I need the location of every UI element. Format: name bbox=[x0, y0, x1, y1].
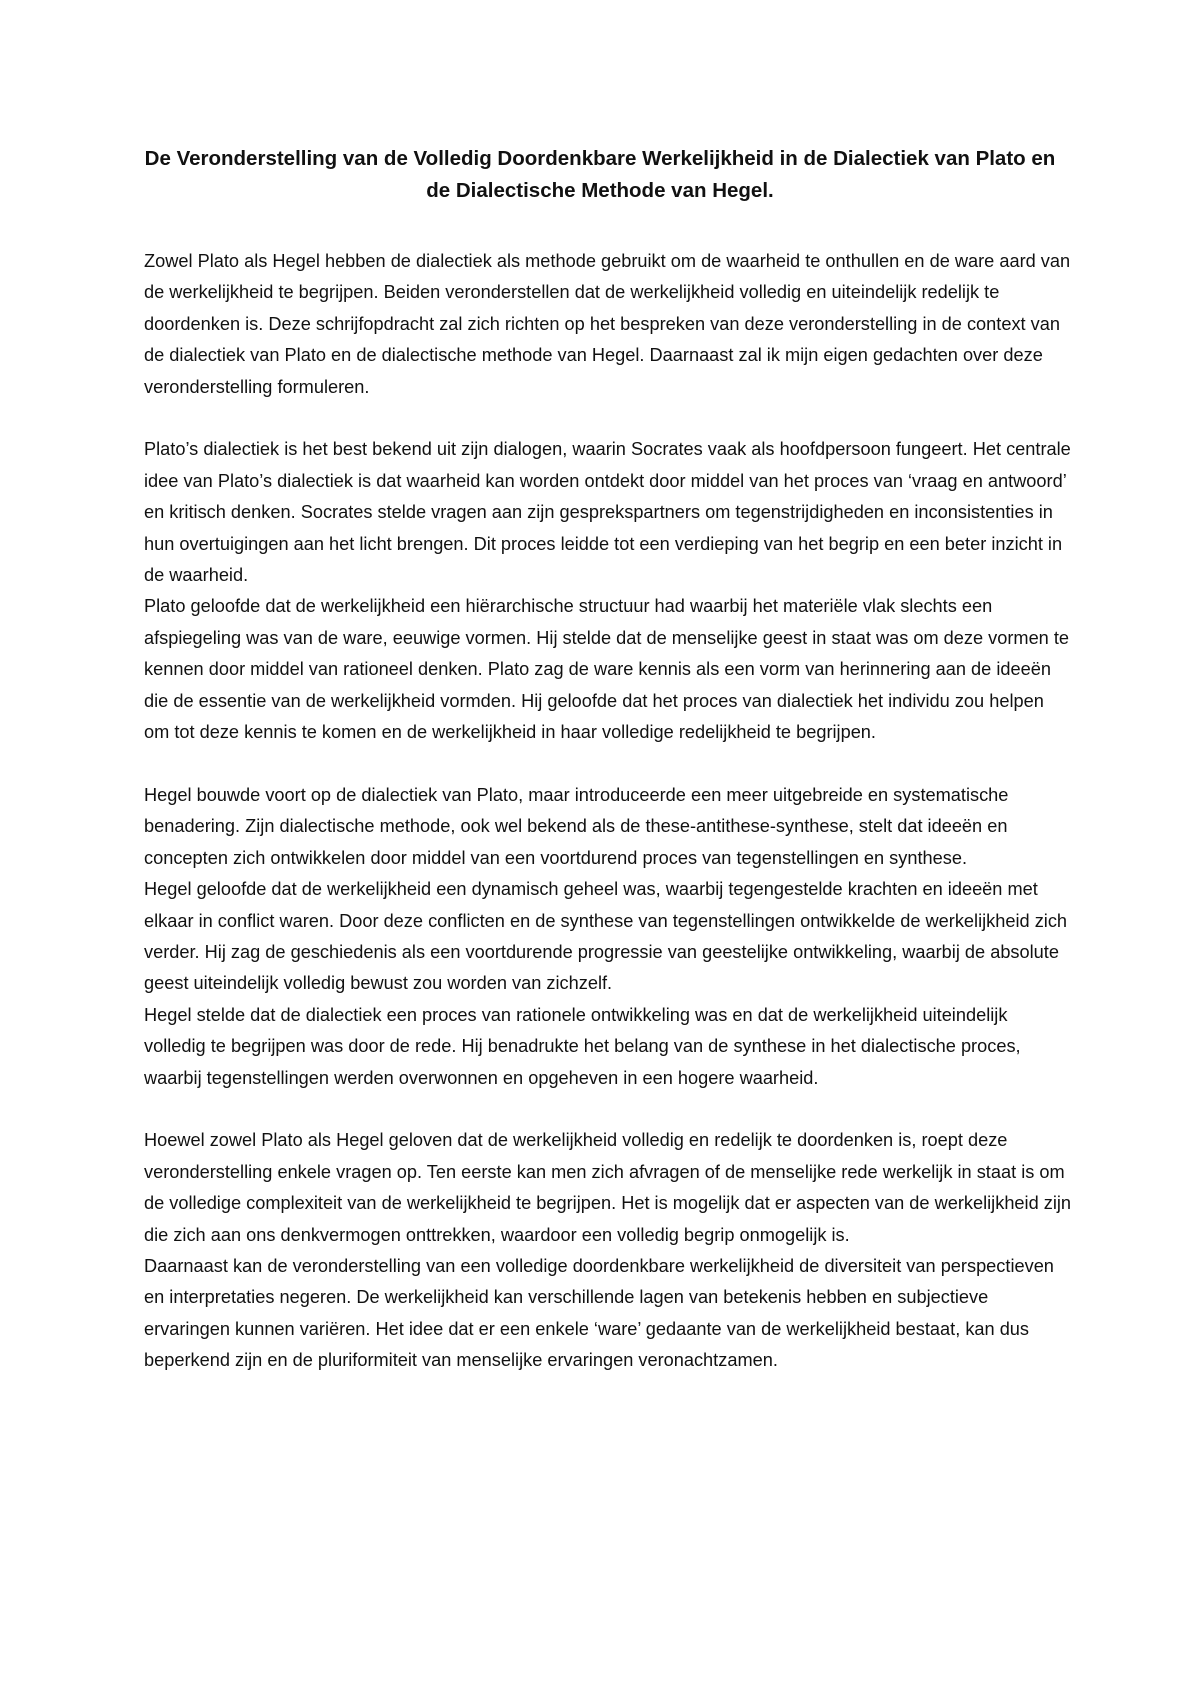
document-title: De Veronderstelling van de Volledig Doordenkbare Werkelijkheid in de Dialectiek van Plato en de Dialectische Methode van Hegel. bbox=[144, 147, 1056, 202]
paragraph-intro: Zowel Plato als Hegel hebben de dialectiek als methode gebruikt om de waarheid te onthullen en de ware aard van de werkelijkheid te begrijpen. Beiden veronderstellen dat de werkelijkheid volledig en uiteindelijk redelijk te doordenken is. Deze schrijfopdracht zal zich richten op het bespreken van deze veronderstelling in de context van de dialectiek van Plato en de dialectische methode van Hegel. Daarnaast zal ik mijn eigen gedachten over deze veronderstelling formuleren. bbox=[144, 251, 1071, 397]
paragraph-kritiek-rede: Hoewel zowel Plato als Hegel geloven dat de werkelijkheid volledig en redelijk te doordenken is, roept deze veronderstelling enkele vragen op. Ten eerste kan men zich afvragen of de menselijke rede werkelijk in staat is om de volledige complexiteit van de werkelijkheid te begrijpen. Het is mogelijk dat er aspecten van de werkelijkheid zijn die zich aan ons denkvermogen onttrekken, waardoor een volledig begrip onmogelijk is. bbox=[144, 1130, 1072, 1245]
paragraph-kritiek-diversiteit: Daarnaast kan de veronderstelling van een volledige doordenkbare werkelijkheid de diversiteit van perspectieven en interpretaties negeren. De werkelijkheid kan verschillende lagen van betekenis hebben en subjectieve ervaringen kunnen variëren. Het idee dat er een enkele ‘ware’ gedaante van de werkelijkheid bestaat, kan dus beperkend zijn en de pluriformiteit van menselijke ervaringen veronachtzamen. bbox=[144, 1255, 1054, 1371]
paragraph-plato-werkelijkheid: Plato geloofde dat de werkelijkheid een hiërarchische structuur had waarbij het materiële vlak slechts een afspiegeling was van de ware, eeuwige vormen. Hij stelde dat de menselijke geest in staat was om deze vormen te kennen door middel van rationeel denken. Plato zag de ware kennis als een vorm van herinnering aan de ideeën die de essentie van de werkelijkheid vormden. Hij geloofde dat het proces van dialectiek het individu zou helpen om tot deze kennis te komen en de werkelijkheid in haar volledige redelijkheid te begrijpen. bbox=[144, 596, 1070, 743]
paragraph-hegel-rede: Hegel stelde dat de dialectiek een proces van rationele ontwikkeling was en dat de werkelijkheid uiteindelijk volledig te begrijpen was door de rede. Hij benadrukte het belang van de synthese in het dialectische proces, waarbij tegenstellingen werden overwonnen en opgeheven in een hogere waarheid. bbox=[144, 1004, 1021, 1088]
paragraph-hegel-werkelijkheid: Hegel geloofde dat de werkelijkheid een dynamisch geheel was, waarbij tegengestelde krachten en ideeën met elkaar in conflict waren. Door deze conflicten en de synthese van tegenstellingen ontwikkelde de werkelijkheid zich verder. Hij zag de geschiedenis als een voortdurende progressie van geestelijke ontwikkeling, waarbij de absolute geest uiteindelijk volledig bewust zou worden van zichzelf. bbox=[144, 879, 1068, 994]
paragraph-plato-dialectiek: Plato’s dialectiek is het best bekend uit zijn dialogen, waarin Socrates vaak als hoofdpersoon fungeert. Het centrale idee van Plato’s dialectiek is dat waarheid kan worden ontdekt door middel van het proces van ‘vraag en antwoord’ en kritisch denken. Socrates stelde vragen aan zijn gesprekspartners om tegenstrijdigheden en inconsistenties in hun overtuigingen aan het licht brengen. Dit proces leidde tot een verdieping van het begrip en een beter inzicht in de waarheid. bbox=[144, 439, 1071, 586]
paragraph-hegel-methode: Hegel bouwde voort op de dialectiek van Plato, maar introduceerde een meer uitgebreide en systematische benadering. Zijn dialectische methode, ook wel bekend als de these-antithese-synthese, stelt dat ideeën en concepten zich ontwikkelen door middel van een voortdurend proces van tegenstellingen en synthese. bbox=[144, 784, 1009, 868]
document-body bbox=[144, 246, 1074, 1377]
